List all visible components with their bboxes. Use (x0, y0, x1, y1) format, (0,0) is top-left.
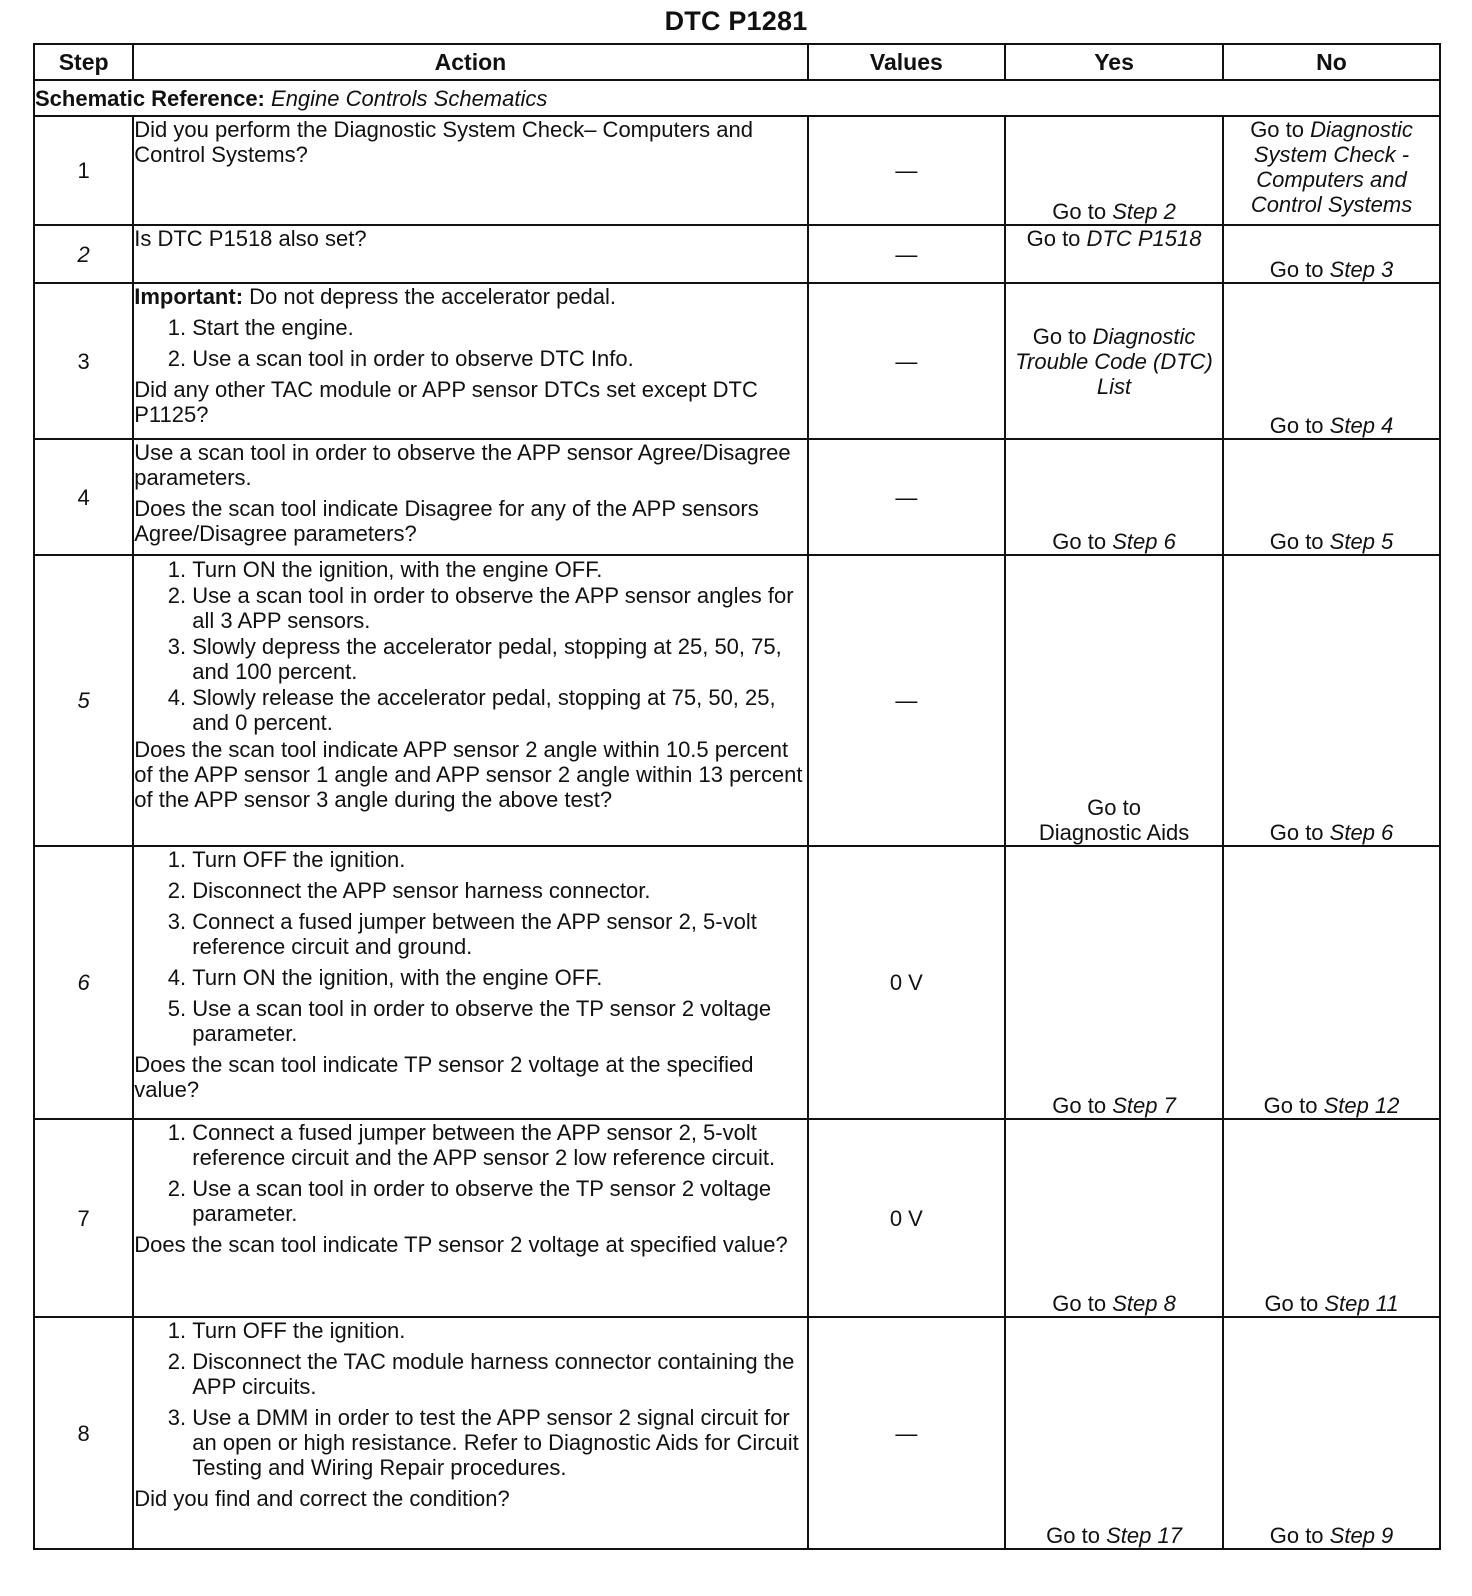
schematic-reference-row (34, 80, 1440, 116)
no-cell (1223, 283, 1440, 439)
action-cell (133, 225, 807, 283)
important-label: Important: (134, 284, 244, 309)
no-target: Step 5 (1329, 529, 1394, 554)
header-action: Action (133, 44, 807, 80)
value-cell: — (808, 1317, 1005, 1549)
list-item: 1. Turn OFF the ignition. (192, 1318, 806, 1343)
yes-prefix: Go to (1046, 1523, 1100, 1548)
question: Did any other TAC module or APP sensor DTCs set except DTC P1125? (134, 377, 758, 427)
list-item: 1. Turn OFF the ignition. (192, 847, 806, 872)
value-cell: 0 V (808, 1119, 1005, 1317)
schematic-label: Schematic Reference: (35, 85, 265, 111)
list-item: 1. Connect a fused jumper between the APP sensor 2, 5-volt reference circuit and the APP sensor 2 low reference circuit. (192, 1120, 806, 1170)
yes-prefix: Go to (1087, 795, 1141, 820)
action-cell (133, 1119, 807, 1317)
value-cell: — (808, 116, 1005, 225)
yes-cell (1005, 1119, 1223, 1317)
list-item: 3. Use a DMM in order to test the APP sensor 2 signal circuit for an open or high resistance. Refer to Diagnostic Aids for Circuit Testing and Wiring Repair procedures. (192, 1405, 806, 1480)
table-row (34, 1317, 1440, 1549)
yes-cell (1005, 846, 1223, 1119)
no-cell (1223, 439, 1440, 555)
list-item: 4. Slowly release the accelerator pedal, stopping at 75, 50, 25, and 0 percent. (192, 685, 806, 735)
yes-cell (1005, 555, 1223, 846)
procedure-list (134, 1120, 806, 1226)
no-target: Step 6 (1329, 820, 1394, 845)
header-row (34, 44, 1440, 80)
no-prefix: Go to (1269, 820, 1324, 845)
no-target: Step 3 (1329, 257, 1394, 282)
no-target: Step 9 (1329, 1523, 1394, 1548)
table-row (34, 555, 1440, 846)
step-number: 7 (34, 1119, 133, 1317)
yes-target: DTC P1518 (1086, 226, 1202, 251)
header-values: Values (808, 44, 1005, 80)
question: Does the scan tool indicate TP sensor 2 voltage at specified value? (134, 1232, 788, 1257)
list-item: 2. Use a scan tool in order to observe the TP sensor 2 voltage parameter. (192, 1176, 806, 1226)
yes-prefix: Go to (1052, 199, 1107, 224)
value-cell: — (808, 555, 1005, 846)
list-item: 2. Disconnect the APP sensor harness connector. (192, 878, 806, 903)
no-target: Step 11 (1324, 1291, 1399, 1316)
question: Did you find and correct the condition? (134, 1486, 510, 1511)
procedure-list (134, 847, 806, 1046)
yes-prefix: Go to (1052, 529, 1107, 554)
value-cell: — (808, 283, 1005, 439)
action-cell (133, 116, 807, 225)
no-prefix: Go to (1269, 257, 1324, 282)
list-item: 3. Slowly depress the accelerator pedal, stopping at 25, 50, 75, and 100 percent. (192, 634, 806, 684)
no-cell (1223, 555, 1440, 846)
step-number: 8 (34, 1317, 133, 1549)
step-number: 1 (34, 116, 133, 225)
yes-target: Step 17 (1106, 1523, 1182, 1548)
table-row (34, 1119, 1440, 1317)
yes-prefix: Go to (1026, 226, 1081, 251)
no-prefix: Go to (1250, 117, 1304, 142)
header-no: No (1223, 44, 1440, 80)
table-row (34, 846, 1440, 1119)
yes-prefix: Go to (1032, 323, 1087, 349)
value-cell: 0 V (808, 846, 1005, 1119)
list-item: 3. Connect a fused jumper between the APP sensor 2, 5-volt reference circuit and ground. (192, 909, 806, 959)
step-number: 4 (34, 439, 133, 555)
yes-cell (1005, 283, 1223, 439)
action-cell (133, 1317, 807, 1549)
header-step: Step (34, 44, 133, 80)
yes-cell (1005, 225, 1223, 283)
important-text: Do not depress the accelerator pedal. (249, 284, 617, 309)
schematic-reference (34, 80, 1440, 116)
list-item: 2. Use a scan tool in order to observe DTC Info. (192, 346, 806, 371)
list-item: 1. Start the engine. (192, 315, 806, 340)
list-item: 4. Turn ON the ignition, with the engine OFF. (192, 965, 806, 990)
table-row (34, 439, 1440, 555)
list-item: 2. Disconnect the TAC module harness connector containing the APP circuits. (192, 1349, 806, 1399)
yes-target: Diagnostic Trouble Code (DTC) List (1015, 323, 1213, 399)
no-prefix: Go to (1263, 1093, 1318, 1118)
question: Is DTC P1518 also set? (134, 226, 367, 251)
question: Does the scan tool indicate Disagree for any of the APP sensors Agree/Disagree parameters? (134, 496, 759, 546)
document-title: DTC P1281 (664, 6, 808, 36)
no-prefix: Go to (1264, 1291, 1319, 1316)
yes-cell (1005, 116, 1223, 225)
header-yes: Yes (1005, 44, 1223, 80)
no-target: Step 12 (1323, 1093, 1400, 1118)
step-number: 5 (34, 555, 133, 846)
yes-prefix: Go to (1052, 1291, 1107, 1316)
no-cell (1223, 116, 1440, 225)
no-target: Step 4 (1329, 413, 1394, 438)
procedure-list (134, 557, 806, 735)
value-cell: — (808, 225, 1005, 283)
list-item: 1. Turn ON the ignition, with the engine OFF. (192, 557, 806, 582)
no-prefix: Go to (1269, 1523, 1324, 1548)
procedure-list (134, 1318, 806, 1480)
value-cell: — (808, 439, 1005, 555)
table-row (34, 225, 1440, 283)
step-number: 3 (34, 283, 133, 439)
list-item: 2. Use a scan tool in order to observe the APP sensor angles for all 3 APP sensors. (192, 583, 806, 633)
action-cell (133, 555, 807, 846)
step-number: 2 (34, 225, 133, 283)
yes-target: Step 6 (1112, 529, 1176, 554)
step-number: 6 (34, 846, 133, 1119)
list-item: 5. Use a scan tool in order to observe the TP sensor 2 voltage parameter. (192, 996, 806, 1046)
no-cell (1223, 225, 1440, 283)
no-target: Diagnostic System Check - Computers and Control Systems (1250, 117, 1413, 217)
procedure-list (134, 315, 806, 371)
important-note (134, 284, 806, 309)
yes-cell (1005, 439, 1223, 555)
table-row (34, 283, 1440, 439)
yes-target: Step 2 (1112, 199, 1176, 224)
yes-prefix: Go to (1052, 1093, 1107, 1118)
no-cell (1223, 1119, 1440, 1317)
question: Did you perform the Diagnostic System Check– Computers and Control Systems? (134, 117, 753, 167)
no-cell (1223, 1317, 1440, 1549)
action-cell (133, 439, 807, 555)
question: Does the scan tool indicate TP sensor 2 voltage at the specified value? (134, 1052, 754, 1102)
yes-target: Step 7 (1112, 1093, 1176, 1118)
no-prefix: Go to (1269, 529, 1324, 554)
yes-target: Diagnostic Aids (1038, 820, 1190, 845)
yes-target: Step 8 (1112, 1291, 1176, 1316)
intro-text: Use a scan tool in order to observe the APP sensor Agree/Disagree parameters. (134, 440, 791, 490)
action-cell (133, 846, 807, 1119)
schematic-value: Engine Controls Schematics (271, 85, 548, 111)
diagnostic-table (33, 43, 1441, 1550)
table-row (34, 116, 1440, 225)
action-cell (133, 283, 807, 439)
no-prefix: Go to (1269, 413, 1324, 438)
yes-cell (1005, 1317, 1223, 1549)
no-cell (1223, 846, 1440, 1119)
question: Does the scan tool indicate APP sensor 2 angle within 10.5 percent of the APP sensor 1 angle and APP sensor 2 angle within 13 percent of the APP sensor 3 angle during the above test? (134, 737, 803, 812)
